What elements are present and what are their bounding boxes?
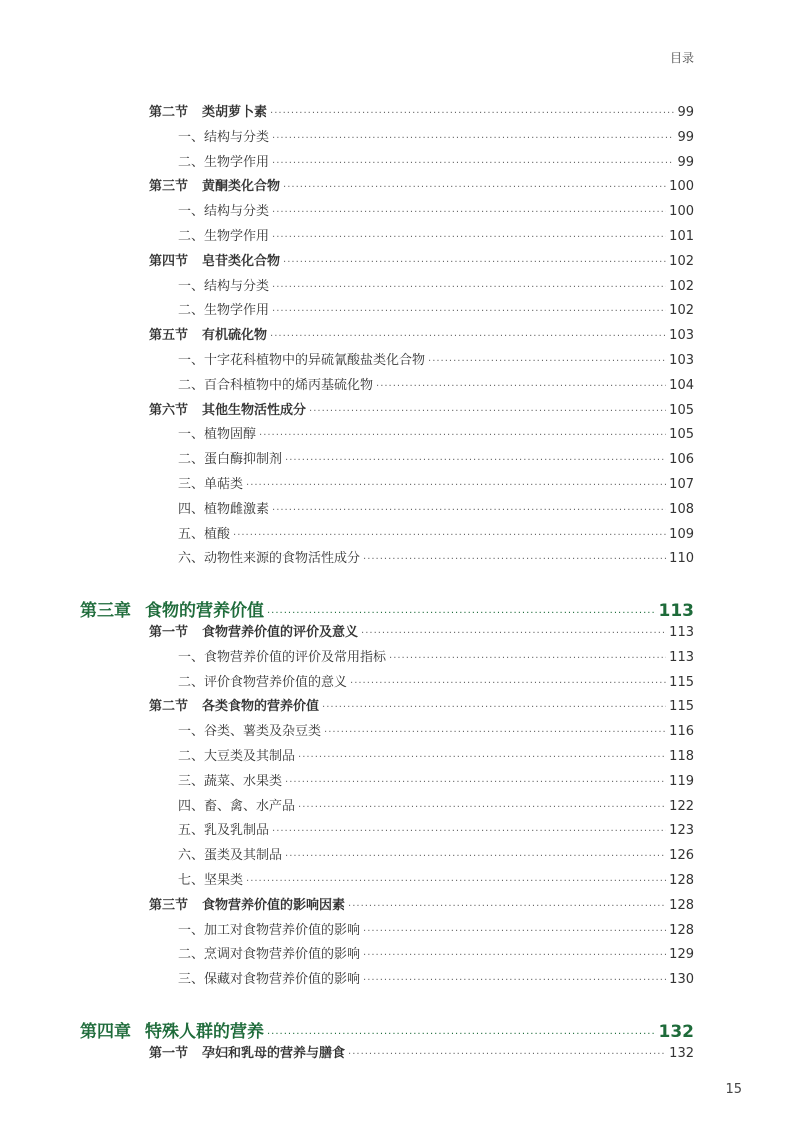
- toc-number: 第一节: [149, 1045, 189, 1061]
- dot-leader: [267, 1029, 656, 1040]
- toc-title: 三、蔬菜、水果类: [178, 773, 283, 789]
- toc-item[interactable]: [178, 349, 694, 368]
- toc-page-number: 126: [669, 848, 694, 864]
- toc-item[interactable]: [178, 225, 694, 244]
- toc-page-number: 100: [669, 179, 694, 195]
- toc-item[interactable]: [178, 646, 694, 665]
- toc-item[interactable]: [178, 795, 694, 814]
- dot-leader: [285, 851, 666, 862]
- toc-page-number: 105: [669, 427, 694, 443]
- dot-leader: [361, 628, 666, 639]
- toc-section[interactable]: [149, 399, 694, 418]
- dot-leader: [272, 505, 666, 516]
- page-number: 15: [725, 1082, 742, 1097]
- toc-item[interactable]: [178, 547, 694, 566]
- toc-page-number: 101: [669, 229, 694, 244]
- toc-title: 一、结构与分类: [178, 204, 270, 220]
- toc-page-number: 100: [669, 204, 694, 220]
- toc-title: 五、植酸: [178, 526, 231, 542]
- toc-title: 一、十字花科植物中的异硫氰酸盐类化合物: [178, 353, 426, 368]
- dot-leader: [272, 133, 674, 144]
- toc-item[interactable]: [178, 126, 694, 145]
- toc-page-number: 123: [669, 823, 694, 839]
- toc-page-number: 128: [669, 897, 694, 913]
- toc-item[interactable]: [178, 869, 694, 888]
- toc-page-number: 130: [669, 972, 694, 988]
- dot-leader: [363, 950, 666, 961]
- toc-title: 三、保藏对食物营养价值的影响: [178, 972, 361, 988]
- toc-title: 一、结构与分类: [178, 129, 270, 145]
- dot-leader: [283, 257, 666, 268]
- toc-item[interactable]: [178, 819, 694, 838]
- dot-leader: [298, 752, 666, 763]
- dot-leader: [322, 702, 666, 713]
- toc-section[interactable]: [149, 324, 694, 343]
- toc-number: 第二节: [149, 699, 189, 715]
- toc-title: 七、坚果类: [178, 873, 244, 888]
- toc-page-number: 113: [669, 625, 694, 640]
- toc-title: 六、蛋类及其制品: [178, 848, 283, 864]
- toc-title: 二、评价食物营养价值的意义: [178, 674, 348, 690]
- toc-page-number: 108: [669, 501, 694, 517]
- toc-page-number: 99: [677, 154, 694, 170]
- dot-leader: [389, 653, 666, 664]
- toc-item[interactable]: [178, 720, 694, 739]
- toc-item[interactable]: [178, 448, 694, 467]
- toc-title: 二、烹调对食物营养价值的影响: [178, 947, 361, 963]
- toc-number: 第三节: [149, 179, 189, 195]
- toc-page-number: 129: [669, 947, 694, 963]
- toc-title: 皂苷类化合物: [202, 253, 281, 269]
- toc-section[interactable]: [149, 1042, 694, 1061]
- dot-leader: [348, 901, 666, 912]
- toc-page-number: 104: [669, 377, 694, 393]
- toc-section[interactable]: [149, 250, 694, 269]
- dot-leader: [246, 480, 666, 491]
- dot-leader: [363, 975, 666, 986]
- toc-title: 四、畜、禽、水产品: [178, 798, 296, 814]
- toc-number: 第三节: [149, 897, 189, 913]
- toc-title: 二、生物学作用: [178, 154, 270, 170]
- toc-item[interactable]: [178, 498, 694, 517]
- toc-title: 二、蛋白酶抑制剂: [178, 452, 283, 468]
- dot-leader: [272, 306, 666, 317]
- toc-item[interactable]: [178, 943, 694, 962]
- dot-leader: [259, 430, 666, 441]
- toc-page-number: 115: [669, 674, 694, 690]
- toc-item[interactable]: [178, 423, 694, 442]
- dot-leader: [285, 777, 666, 788]
- toc-page-number: 106: [669, 452, 694, 468]
- toc-page-number: 102: [669, 278, 694, 294]
- dot-leader: [283, 182, 666, 193]
- toc-section[interactable]: [149, 621, 694, 640]
- dot-leader: [285, 455, 666, 466]
- running-header: 目录: [669, 51, 694, 65]
- dot-leader: [270, 331, 666, 342]
- dot-leader: [363, 554, 666, 565]
- toc-title: 食物营养价值的影响因素: [202, 897, 346, 913]
- toc-page-number: 99: [677, 105, 694, 120]
- toc-item[interactable]: [178, 919, 694, 938]
- dot-leader: [272, 282, 666, 293]
- dot-leader: [363, 926, 666, 937]
- toc-title: 有机硫化物: [202, 328, 268, 344]
- dot-leader: [233, 530, 666, 541]
- dot-leader: [272, 232, 666, 243]
- toc-item[interactable]: [178, 275, 694, 294]
- toc-item[interactable]: [178, 473, 694, 492]
- dot-leader: [272, 207, 666, 218]
- toc-item[interactable]: [178, 770, 694, 789]
- toc-title: 三、单萜类: [178, 477, 244, 492]
- toc-title: 一、谷类、薯类及杂豆类: [178, 724, 322, 740]
- toc-item[interactable]: [178, 671, 694, 690]
- toc-title: 孕妇和乳母的营养与膳食: [202, 1045, 346, 1061]
- toc-page-number: 116: [669, 724, 694, 740]
- toc-item[interactable]: [178, 844, 694, 863]
- toc-title: 特殊人群的营养: [145, 1022, 264, 1042]
- toc-title: 五、乳及乳制品: [178, 823, 270, 839]
- toc-number: 第五节: [149, 328, 189, 344]
- dot-leader: [348, 1049, 666, 1060]
- toc-number: 第四节: [149, 253, 189, 269]
- toc-title: 各类食物的营养价值: [202, 699, 320, 715]
- dot-leader: [324, 727, 666, 738]
- toc-title: 一、食物营养价值的评价及常用指标: [178, 649, 387, 665]
- toc-title: 黄酮类化合物: [202, 179, 281, 195]
- toc-title: 一、植物固醇: [178, 427, 257, 443]
- toc-title: 四、植物雌激素: [178, 501, 270, 517]
- toc-page-number: 128: [669, 922, 694, 938]
- dot-leader: [376, 381, 666, 392]
- toc-page-number: 132: [669, 1045, 694, 1061]
- dot-leader: [428, 356, 666, 367]
- dot-leader: [246, 876, 666, 887]
- toc-page-number: 128: [669, 873, 694, 888]
- toc-page-number: 105: [669, 402, 694, 418]
- toc-section[interactable]: [149, 175, 694, 194]
- dot-leader: [309, 406, 666, 417]
- toc-page-number: 119: [669, 773, 694, 789]
- toc-title: 二、百合科植物中的烯丙基硫化物: [178, 377, 374, 393]
- dot-leader: [267, 608, 656, 619]
- toc-section[interactable]: [149, 894, 694, 913]
- toc-page-number: 102: [669, 303, 694, 319]
- toc-title: 二、生物学作用: [178, 303, 270, 319]
- toc-section[interactable]: [149, 695, 694, 714]
- toc-item[interactable]: [178, 745, 694, 764]
- toc-page-number: 103: [669, 328, 694, 344]
- dot-leader: [270, 108, 674, 119]
- toc-item[interactable]: [178, 968, 694, 987]
- toc-page-number: 110: [669, 551, 694, 567]
- toc-page-number: 107: [669, 477, 694, 492]
- toc-page-number: 113: [658, 601, 694, 622]
- toc-item[interactable]: [178, 200, 694, 219]
- toc-title: 食物营养价值的评价及意义: [202, 625, 359, 640]
- toc-number: 第四章: [80, 1022, 131, 1042]
- toc-section[interactable]: [149, 101, 694, 120]
- dot-leader: [350, 678, 666, 689]
- toc-title: 二、生物学作用: [178, 229, 270, 244]
- toc-title: 其他生物活性成分: [202, 402, 307, 418]
- toc-title: 二、大豆类及其制品: [178, 749, 296, 764]
- toc-page-number: 109: [669, 526, 694, 542]
- toc-number: 第三章: [80, 601, 131, 622]
- toc-chapter[interactable]: [80, 596, 694, 621]
- toc-page-number: 118: [669, 749, 694, 764]
- toc-title: 一、结构与分类: [178, 278, 270, 294]
- toc-title: 六、动物性来源的食物活性成分: [178, 551, 361, 567]
- toc-title: 一、加工对食物营养价值的影响: [178, 922, 361, 938]
- toc-number: 第六节: [149, 402, 189, 418]
- toc-number: 第一节: [149, 625, 189, 640]
- dot-leader: [272, 826, 666, 837]
- toc-item[interactable]: [178, 151, 694, 170]
- toc-page-number: 115: [669, 699, 694, 715]
- toc-page-number: 103: [669, 353, 694, 368]
- toc-page-number: 132: [658, 1022, 694, 1042]
- toc-item[interactable]: [178, 523, 694, 542]
- toc-chapter[interactable]: [80, 1017, 694, 1042]
- toc-item[interactable]: [178, 374, 694, 393]
- dot-leader: [272, 158, 674, 169]
- toc-page-number: 113: [669, 649, 694, 665]
- toc-title: 类胡萝卜素: [202, 105, 268, 120]
- toc-page-number: 122: [669, 798, 694, 814]
- toc-page-number: 102: [669, 253, 694, 269]
- dot-leader: [298, 802, 666, 813]
- toc-page-number: 99: [677, 129, 694, 145]
- toc-item[interactable]: [178, 299, 694, 318]
- toc-number: 第二节: [149, 105, 189, 120]
- toc-title: 食物的营养价值: [145, 601, 264, 622]
